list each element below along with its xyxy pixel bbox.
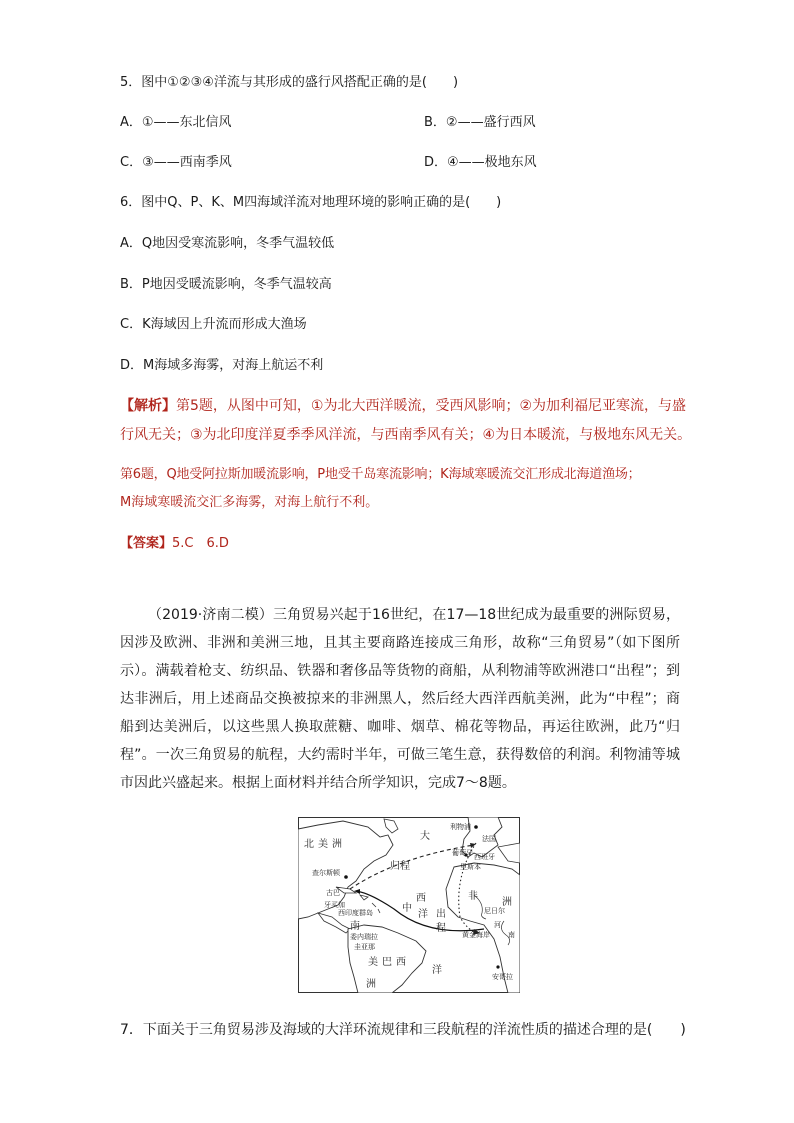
label-cuba: 古巴 [326, 889, 340, 897]
label-fei: 非 [468, 891, 478, 902]
label-jamaica: 牙买加 [324, 901, 345, 909]
q7-stem: 7．下面关于三角贸易涉及海域的大洋环流规律和三段航程的洋流性质的描述合理的是( ) [120, 1022, 686, 1038]
label-yang2: 洋 [432, 965, 442, 976]
q5-option-a: A．①——东北信风 [120, 115, 232, 130]
analysis-line-4: M海域寒暖流交汇多海雾，对海上航行不利。 [120, 495, 379, 510]
label-gold-coast: 黄金海岸 [462, 931, 490, 939]
material-paragraph: （2019·济南二模）三角贸易兴起于16世纪，在17—18世纪成为最重要的洲际贸易，因涉及欧洲、非洲和美洲三地，且其主要商路连接成三角形，故称“三角贸易”（如下图所示）。满载着枪支、纺织品、铁器和奢侈品等货物的商船，从利物浦等欧洲港口“出程”；到达非洲后，用上述商品交换被掠来的非洲黑人，然后经大西洋西航美洲，此为“中程”；商船到达美洲后，以这些黑人换取蔗糖、咖啡、烟草、棉花等物品，再运往欧洲，此乃“归程”。一次三角贸易的航程，大约需时半年，可做三笔生意，获得数倍的利润。利物浦等城市因此兴盛起来。根据上面材料并结合所学知识，完成7～8题。 [120, 607, 680, 791]
label-zhong: 中 [402, 903, 412, 914]
analysis-tag: 【解析】 [120, 398, 176, 414]
label-south-1: 南 [350, 921, 360, 932]
label-guicheng: 归程 [390, 861, 410, 872]
label-he: 河 [494, 921, 501, 929]
label-north-2: 美 [318, 839, 328, 850]
q6-option-a: A．Q地因受寒流影响，冬季气温较低 [120, 236, 335, 251]
analysis-line-1 [120, 397, 686, 415]
label-nan-africa: 南 [508, 931, 515, 939]
label-west-indies: 西印度群岛 [338, 909, 373, 917]
answer-text: 5.C 6.D [172, 536, 229, 551]
label-france: 法国 [482, 835, 496, 843]
map-svg [298, 817, 520, 993]
label-charleston: 查尔斯顿 [312, 869, 340, 877]
label-yang: 洋 [418, 909, 428, 920]
dot-charleston [344, 875, 348, 879]
triangular-trade-map [298, 817, 520, 993]
analysis-text-1: 第5题，从图中可知，①为北大西洋暖流，受西风影响；②为加利福尼亚寒流，与盛 [176, 398, 687, 414]
q6-option-d: D．M海域多海雾，对海上航运不利 [120, 358, 324, 373]
label-north-3: 洲 [332, 839, 342, 850]
label-angola: 安哥拉 [492, 973, 513, 981]
q5-stem: 5．图中①②③④洋流与其形成的盛行风搭配正确的是( ) [120, 75, 459, 90]
label-chu: 出 [436, 909, 446, 920]
q6-option-b: B．P地因受暖流影响，冬季气温较高 [120, 277, 332, 292]
label-north-1: 北 [304, 839, 314, 850]
answer-tag: 【答案】 [120, 536, 173, 551]
label-liverpool: 利物浦 [450, 823, 471, 831]
dot-liverpool [474, 825, 478, 829]
label-spain: 西班牙 [474, 853, 495, 861]
label-south-4: 西 [396, 957, 406, 968]
label-niger: 尼日尔 [484, 907, 505, 915]
dot-angola [496, 965, 499, 968]
label-cheng: 程 [436, 923, 446, 934]
q5-option-c: C．③——西南季风 [120, 155, 232, 170]
label-venezuela: 委内瑞拉 [350, 933, 378, 941]
analysis-line-3: 第6题，Q地受阿拉斯加暖流影响，P地受千岛寒流影响；K海域寒暖流交汇形成北海道渔场； [120, 467, 641, 482]
label-south-3: 巴 [382, 957, 392, 968]
q6-option-c: C．K海域因上升流而形成大渔场 [120, 317, 307, 332]
q5-option-b: B．②——盛行西风 [424, 115, 536, 130]
label-zhou: 洲 [502, 897, 512, 908]
analysis-line-2: 行风无关；③为北印度洋夏季季风洋流，与西南季风有关；④为日本暖流，与极地东风无关。 [120, 427, 692, 443]
q5-option-d: D．④——极地东风 [424, 155, 537, 170]
answer-line [120, 535, 229, 553]
label-xi: 西 [416, 893, 426, 904]
label-lisbon: 里斯本 [460, 863, 481, 871]
label-da: 大 [420, 831, 430, 842]
q6-stem: 6．图中Q、P、K、M四海域洋流对地理环境的影响正确的是( ) [120, 195, 502, 210]
label-portugal: 葡萄牙 [452, 849, 473, 857]
label-south-5: 洲 [366, 979, 376, 990]
label-guyana: 圭亚那 [354, 943, 375, 951]
label-south-2: 美 [368, 957, 378, 968]
